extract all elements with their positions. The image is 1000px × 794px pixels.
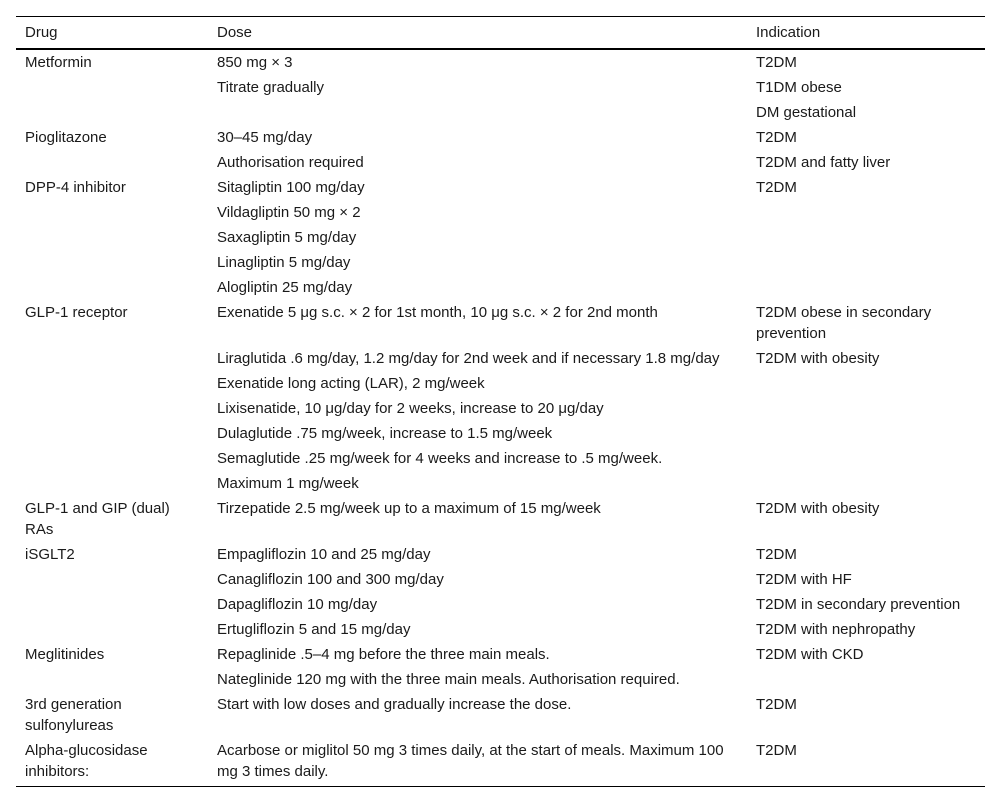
table-row bbox=[16, 542, 985, 567]
drug-cell: 3rd generation sulfonylureas bbox=[25, 696, 122, 734]
table-row bbox=[16, 175, 985, 200]
indication-cell: DM gestational bbox=[756, 104, 857, 121]
table-row bbox=[16, 471, 985, 496]
header-indication: Indication bbox=[756, 24, 821, 41]
drug-cell bbox=[16, 250, 208, 275]
dose-cell: Authorisation required bbox=[217, 154, 364, 171]
drug-table-container bbox=[16, 16, 985, 787]
dose-cell: 850 mg × 3 bbox=[217, 54, 293, 71]
indication-cell: T2DM bbox=[756, 696, 797, 713]
dose-cell: Empagliflozin 10 and 25 mg/day bbox=[217, 546, 431, 563]
drug-cell: Pioglitazone bbox=[25, 129, 107, 146]
drug-cell: GLP-1 and GIP (dual) RAs bbox=[25, 500, 170, 538]
table-row bbox=[16, 642, 985, 667]
dose-cell: Lixisenatide, 10 μg/day for 2 weeks, increase to 20 μg/day bbox=[217, 400, 604, 417]
table-row bbox=[16, 250, 985, 275]
indication-cell bbox=[747, 421, 985, 446]
dose-cell: Nateglinide 120 mg with the three main meals. Authorisation required. bbox=[217, 671, 680, 688]
table-header bbox=[16, 17, 985, 50]
dose-cell: Dulaglutide .75 mg/week, increase to 1.5 mg/week bbox=[217, 425, 553, 442]
indication-cell: T2DM obese in secondary prevention bbox=[756, 304, 932, 342]
drug-cell: Metformin bbox=[25, 54, 92, 71]
indication-cell: T2DM with HF bbox=[756, 571, 852, 588]
indication-cell: T2DM in secondary prevention bbox=[756, 596, 961, 613]
dose-cell: Acarbose or miglitol 50 mg 3 times daily, at the start of meals. Maximum 100 mg 3 times daily. bbox=[217, 742, 724, 780]
table-row bbox=[16, 396, 985, 421]
drug-cell bbox=[16, 446, 208, 471]
drug-cell bbox=[16, 592, 208, 617]
dose-cell: Alogliptin 25 mg/day bbox=[217, 279, 353, 296]
indication-cell bbox=[747, 396, 985, 421]
table-row bbox=[16, 592, 985, 617]
drug-cell bbox=[16, 371, 208, 396]
dose-cell: Maximum 1 mg/week bbox=[217, 475, 359, 492]
drug-cell bbox=[16, 471, 208, 496]
indication-cell: T2DM bbox=[756, 742, 797, 759]
drug-cell: DPP-4 inhibitor bbox=[25, 179, 126, 196]
dose-cell: 30–45 mg/day bbox=[217, 129, 313, 146]
indication-cell: T2DM and fatty liver bbox=[756, 154, 891, 171]
table-row bbox=[16, 371, 985, 396]
dose-cell: Exenatide long acting (LAR), 2 mg/week bbox=[217, 375, 485, 392]
dose-cell: Vildagliptin 50 mg × 2 bbox=[217, 204, 361, 221]
dose-cell: Saxagliptin 5 mg/day bbox=[217, 229, 357, 246]
indication-cell: T2DM bbox=[756, 129, 797, 146]
indication-cell: T2DM with obesity bbox=[756, 500, 880, 517]
drug-cell bbox=[16, 200, 208, 225]
table-row bbox=[16, 300, 985, 346]
table-row bbox=[16, 421, 985, 446]
indication-cell bbox=[747, 250, 985, 275]
drug-cell bbox=[16, 396, 208, 421]
dose-cell: Canagliflozin 100 and 300 mg/day bbox=[217, 571, 444, 588]
table-row bbox=[16, 200, 985, 225]
indication-cell: T2DM bbox=[756, 179, 797, 196]
dose-cell: Ertugliflozin 5 and 15 mg/day bbox=[217, 621, 411, 638]
drug-cell bbox=[16, 421, 208, 446]
table-row bbox=[16, 225, 985, 250]
indication-cell: T2DM bbox=[756, 546, 797, 563]
drug-cell bbox=[16, 150, 208, 175]
indication-cell bbox=[747, 471, 985, 496]
table-row bbox=[16, 617, 985, 642]
drug-cell bbox=[16, 275, 208, 300]
table-row bbox=[16, 567, 985, 592]
header-dose: Dose bbox=[217, 24, 253, 41]
drug-cell: Alpha-glucosidase inhibitors: bbox=[25, 742, 148, 780]
drug-cell bbox=[16, 617, 208, 642]
dose-cell: Start with low doses and gradually increase the dose. bbox=[217, 696, 572, 713]
indication-cell bbox=[747, 667, 985, 692]
dose-cell: Sitagliptin 100 mg/day bbox=[217, 179, 365, 196]
table-row bbox=[16, 100, 985, 125]
drug-cell bbox=[16, 100, 208, 125]
table-row bbox=[16, 496, 985, 542]
dose-cell: Liraglutida .6 mg/day, 1.2 mg/day for 2nd week and if necessary 1.8 mg/day bbox=[217, 350, 720, 367]
table-row bbox=[16, 150, 985, 175]
dose-cell: Exenatide 5 μg s.c. × 2 for 1st month, 10 μg s.c. × 2 for 2nd month bbox=[217, 304, 658, 321]
dose-cell: Linagliptin 5 mg/day bbox=[217, 254, 351, 271]
dose-cell: Dapagliflozin 10 mg/day bbox=[217, 596, 378, 613]
indication-cell bbox=[747, 200, 985, 225]
dose-cell: Tirzepatide 2.5 mg/week up to a maximum of 15 mg/week bbox=[217, 500, 601, 517]
dose-cell: Titrate gradually bbox=[217, 79, 324, 96]
drug-cell: iSGLT2 bbox=[25, 546, 75, 563]
table-row bbox=[16, 49, 985, 75]
drug-dose-table bbox=[16, 16, 985, 787]
table-body bbox=[16, 49, 985, 787]
dose-cell: Semaglutide .25 mg/week for 4 weeks and increase to .5 mg/week. bbox=[217, 450, 663, 467]
drug-cell bbox=[16, 346, 208, 371]
indication-cell: T2DM with CKD bbox=[756, 646, 864, 663]
indication-cell bbox=[747, 371, 985, 396]
indication-cell: T2DM bbox=[756, 54, 797, 71]
indication-cell: T1DM obese bbox=[756, 79, 842, 96]
table-row bbox=[16, 692, 985, 738]
dose-cell: Repaglinide .5–4 mg before the three main meals. bbox=[217, 646, 550, 663]
dose-cell bbox=[208, 100, 747, 125]
table-row bbox=[16, 275, 985, 300]
drug-cell bbox=[16, 75, 208, 100]
drug-cell: Meglitinides bbox=[25, 646, 105, 663]
table-row bbox=[16, 446, 985, 471]
drug-cell bbox=[16, 567, 208, 592]
table-row bbox=[16, 75, 985, 100]
table-row bbox=[16, 738, 985, 787]
table-row bbox=[16, 667, 985, 692]
drug-cell: GLP-1 receptor bbox=[25, 304, 128, 321]
header-drug: Drug bbox=[25, 24, 58, 41]
indication-cell: T2DM with obesity bbox=[756, 350, 880, 367]
indication-cell bbox=[747, 446, 985, 471]
header-row bbox=[16, 17, 985, 50]
indication-cell bbox=[747, 225, 985, 250]
drug-cell bbox=[16, 225, 208, 250]
drug-cell bbox=[16, 667, 208, 692]
indication-cell: T2DM with nephropathy bbox=[756, 621, 916, 638]
table-row bbox=[16, 346, 985, 371]
indication-cell bbox=[747, 275, 985, 300]
table-row bbox=[16, 125, 985, 150]
